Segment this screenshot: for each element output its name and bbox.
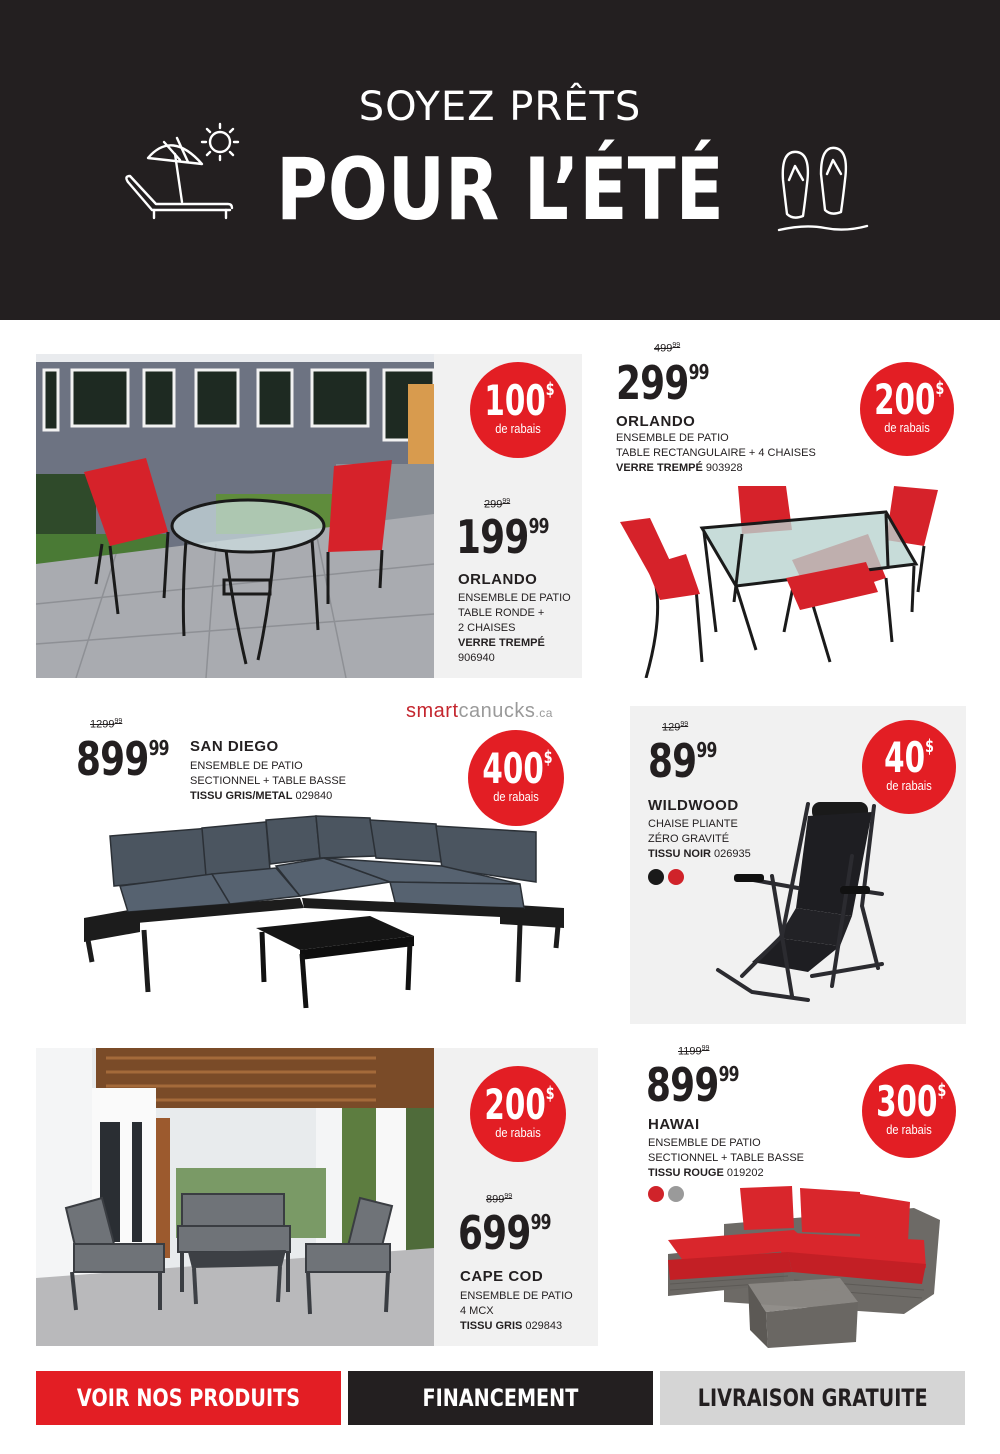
discount-badge: 40$ de rabais (862, 720, 956, 814)
product-description: ENSEMBLE DE PATIO TABLE RECTANGULAIRE + 4 CHAISES VERRE TREMPÉ 903928 (616, 432, 816, 474)
product-description: CHAISE PLIANTE ZÉRO GRAVITÉ TISSU NOIR 026935 (648, 818, 751, 860)
financement-button[interactable]: FINANCEMENT (348, 1371, 653, 1425)
header-title: POUR L’ÉTÉ (276, 140, 724, 240)
old-price: 1299$^{99}$ (90, 718, 123, 731)
old-price: $299^{99}$ (484, 498, 511, 511)
old-price: $899^{99}$ (486, 1193, 513, 1206)
discount-badge: 200$ de rabais (470, 1066, 566, 1162)
header-banner (0, 0, 1000, 320)
product-name: ORLANDO (616, 413, 696, 430)
discount-badge: 200$ de rabais (860, 362, 954, 456)
sale-price: $299^{99}$ (616, 356, 709, 410)
product-name: ORLANDO (458, 571, 538, 588)
product-photo-orlando-round (36, 354, 434, 678)
old-price: 1199$^{99}$ (678, 1045, 710, 1058)
flip-flops-icon (775, 140, 871, 236)
sale-price: $899^{99}$ (76, 732, 169, 786)
product-photo-orlando-rect (616, 482, 946, 678)
product-name: SAN DIEGO (190, 738, 279, 755)
beach-lounger-sun-icon (122, 120, 242, 230)
product-photo-san-diego (80, 812, 570, 1012)
product-name: HAWAI (648, 1116, 700, 1133)
watermark: smartcanucks.ca (406, 700, 553, 722)
product-description: ENSEMBLE DE PATIO 4 MCX TISSU GRIS 029843 (460, 1290, 573, 1332)
old-price: $499^{99}$ (654, 342, 681, 355)
product-photo-hawai (664, 1184, 944, 1350)
sale-price: $89^{99}$ (648, 734, 717, 788)
discount-badge: 400$ de rabais (468, 730, 564, 826)
color-swatch-red[interactable] (668, 869, 684, 885)
sale-price: $699^{99}$ (458, 1206, 551, 1260)
color-swatch-black[interactable] (648, 869, 664, 885)
product-photo-wildwood (712, 796, 892, 1002)
sale-price: $199^{99}$ (456, 510, 549, 564)
discount-badge: 100$ de rabais (470, 362, 566, 458)
product-description: ENSEMBLE DE PATIO SECTIONNEL + TABLE BASSE TISSU GRIS/METAL 029840 (190, 760, 346, 802)
product-description: ENSEMBLE DE PATIO TABLE RONDE + 2 CHAISES VERRE TREMPÉ 906940 (458, 592, 571, 664)
sale-price: $899^{99}$ (646, 1058, 739, 1112)
old-price: $129^{99}$ (662, 721, 689, 734)
discount-badge: 300$ de rabais (862, 1064, 956, 1158)
product-name: WILDWOOD (648, 797, 739, 814)
livraison-gratuite-button[interactable]: LIVRAISON GRATUITE (660, 1371, 965, 1425)
header-subtitle: SOYEZ PRÊTS (358, 84, 642, 130)
pergola-scene-illustration (36, 1048, 434, 1346)
color-swatch-red[interactable] (648, 1186, 664, 1202)
voir-nos-produits-button[interactable]: VOIR NOS PRODUITS (36, 1371, 341, 1425)
product-photo-cape-cod (36, 1048, 434, 1346)
product-description: ENSEMBLE DE PATIO SECTIONNEL + TABLE BASSE TISSU ROUGE 019202 (648, 1137, 804, 1179)
product-name: CAPE COD (460, 1268, 544, 1285)
patio-scene-illustration (36, 354, 434, 678)
